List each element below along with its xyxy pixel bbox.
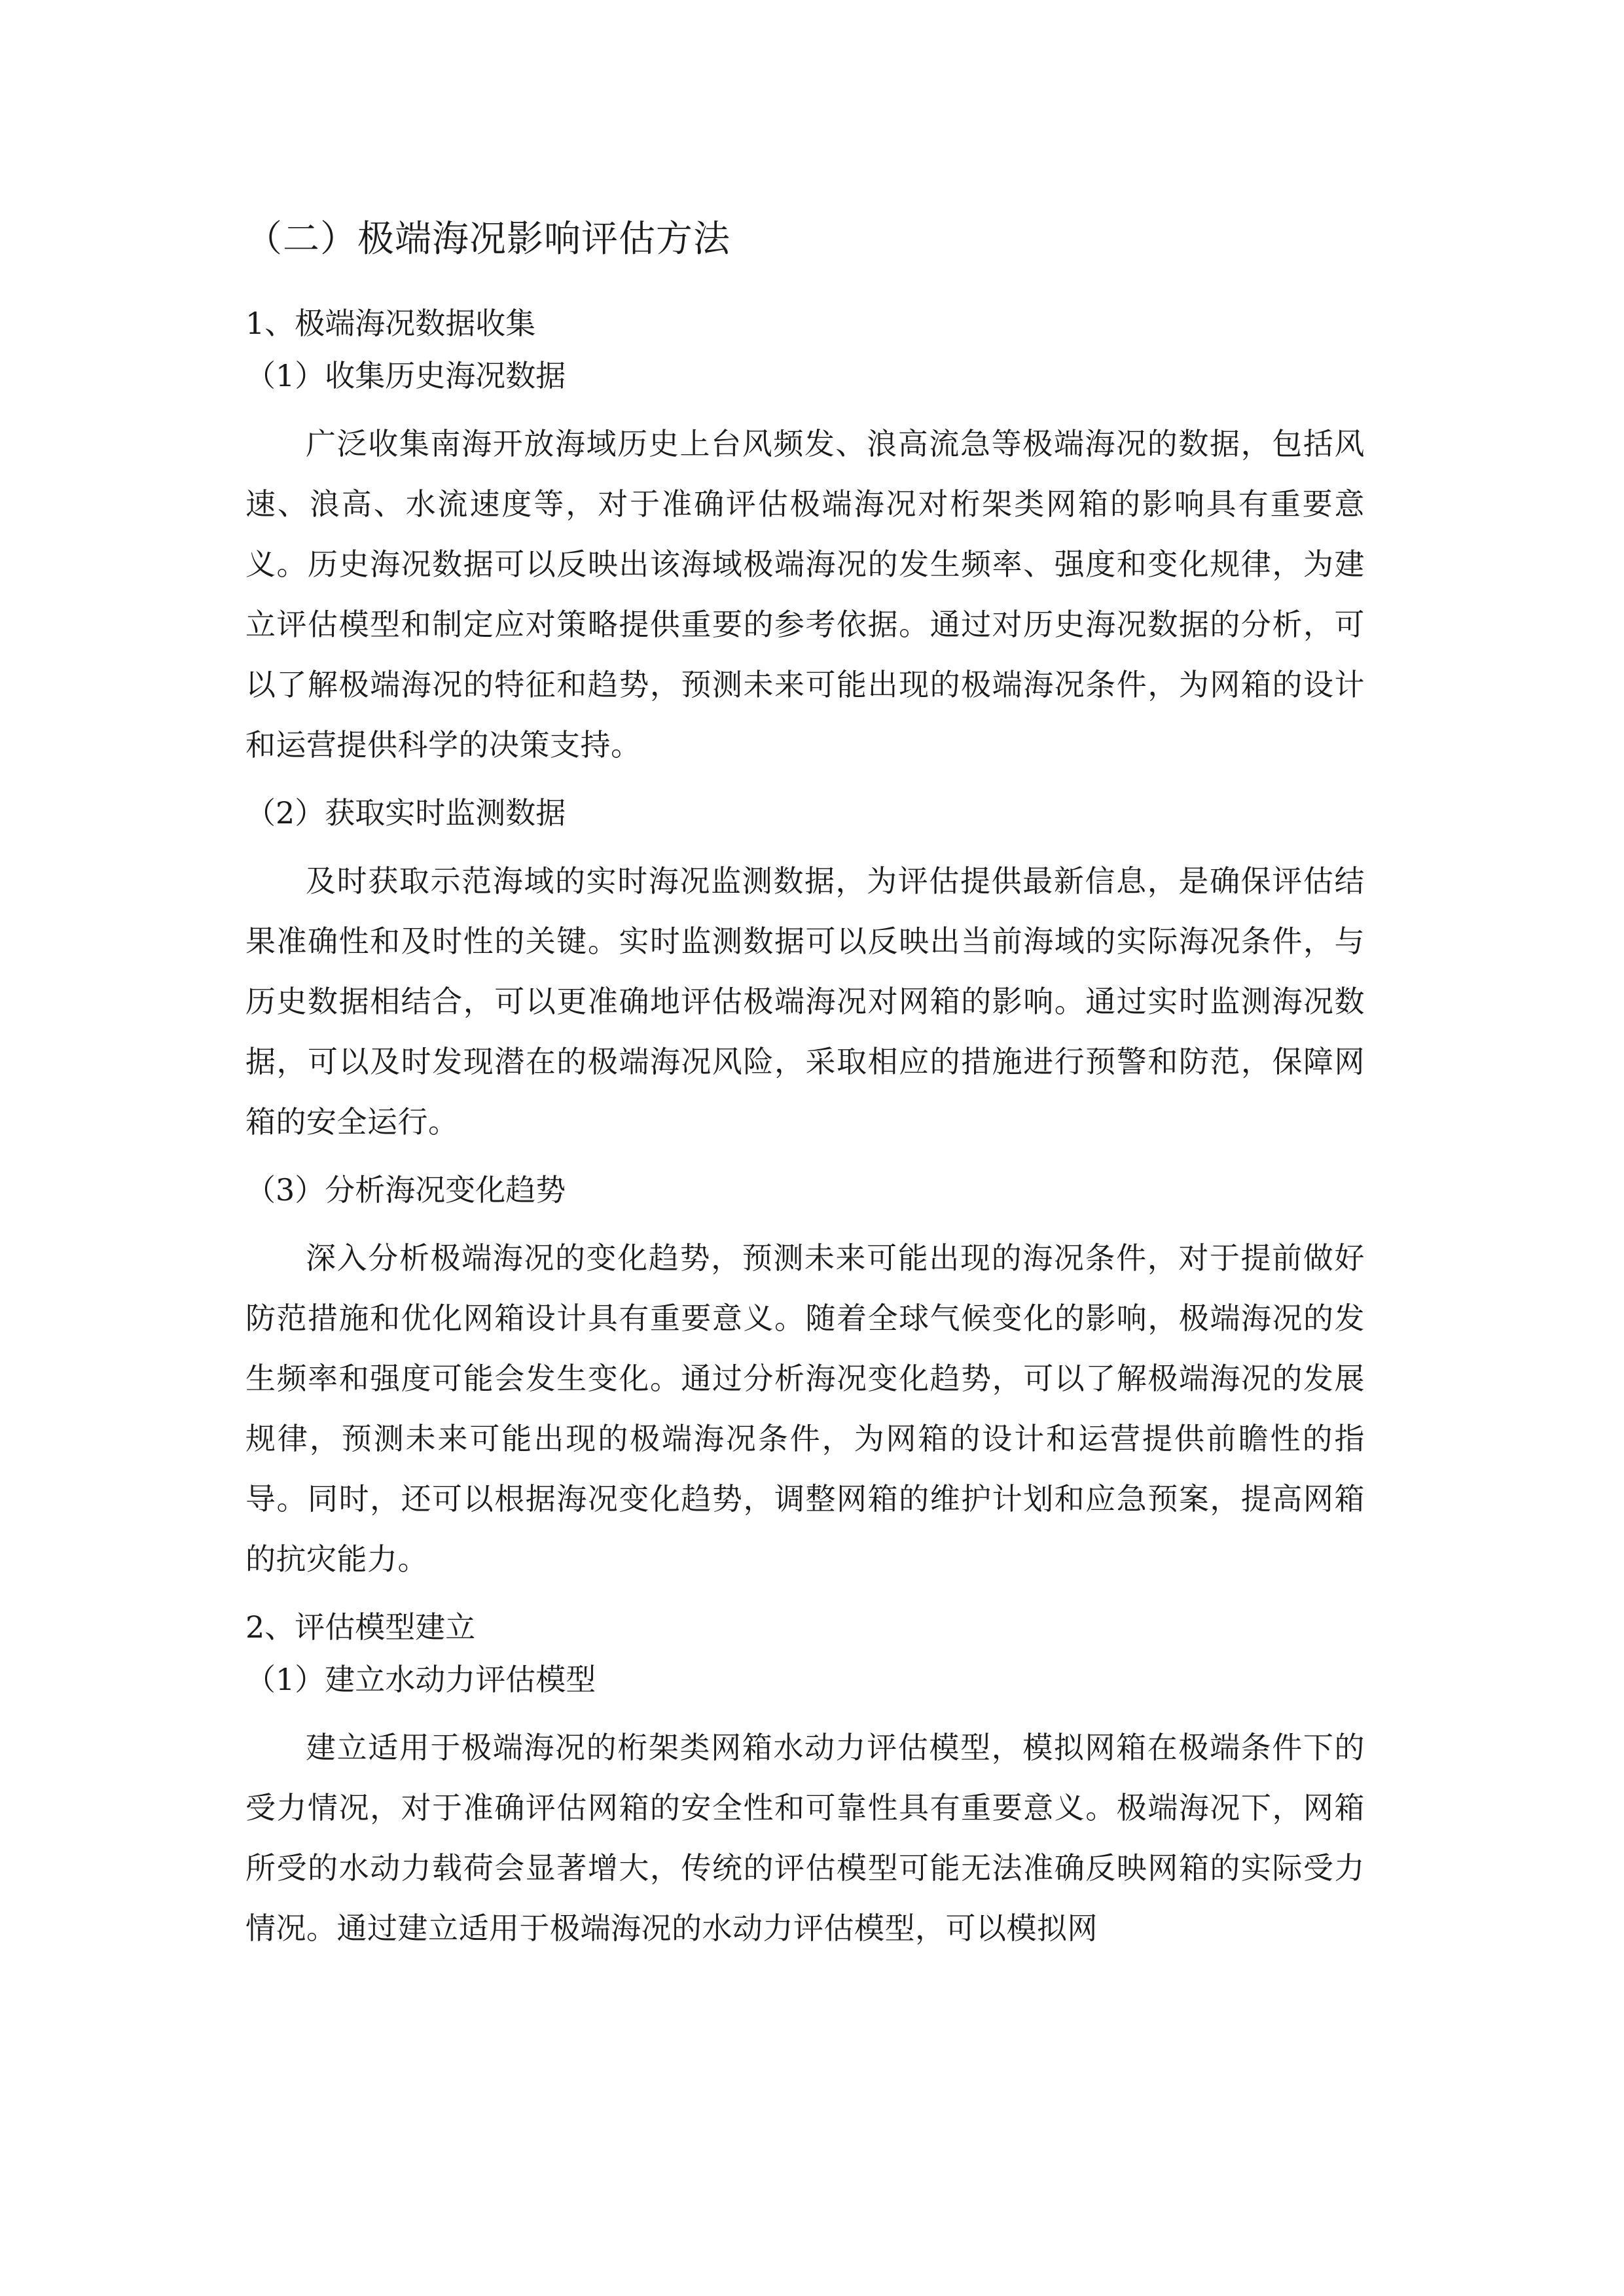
paragraph-trend-analysis: 深入分析极端海况的变化趋势，预测未来可能出现的海况条件，对于提前做好防范措施和优化网箱设计具有重要意义。随着全球气候变化的影响，极端海况的发生频率和强度可能会发生变化。通过分析海况变化趋势，可以了解极端海况的发展规律，预测未来可能出现的极端海况条件，为网箱的设计和运营提供前瞻性的指导。同时，还可以根据海况变化趋势，调整网箱的维护计划和应急预案，提高网箱的抗灾能力。 xyxy=(245,1240,1365,1577)
heading-model-building: 2、评估模型建立 xyxy=(245,1609,476,1645)
part-data-collection xyxy=(245,297,1365,1589)
part-model-building xyxy=(245,1601,1365,1958)
subheading-trend-analysis: （3）分析海况变化趋势 xyxy=(245,1172,566,1208)
subheading-hydrodynamic-model: （1）建立水动力评估模型 xyxy=(245,1662,596,1697)
section-title: （二）极端海况影响评估方法 xyxy=(245,218,731,260)
document-body xyxy=(245,208,1365,1970)
subheading-realtime-data: （2）获取实时监测数据 xyxy=(245,795,566,831)
paragraph-historical-data: 广泛收集南海开放海域历史上台风频发、浪高流急等极端海况的数据，包括风速、浪高、水流速度等，对于准确评估极端海况对桁架类网箱的影响具有重要意义。历史海况数据可以反映出该海域极端海况的发生频率、强度和变化规律，为建立评估模型和制定应对策略提供重要的参考依据。通过对历史海况数据的分析，可以了解极端海况的特征和趋势，预测未来可能出现的极端海况条件，为网箱的设计和运营提供科学的决策支持。 xyxy=(245,426,1365,762)
subheading-historical-data: （1）收集历史海况数据 xyxy=(245,358,566,393)
paragraph-hydrodynamic-model: 建立适用于极端海况的桁架类网箱水动力评估模型，模拟网箱在极端条件下的受力情况，对于准确评估网箱的安全性和可靠性具有重要意义。极端海况下，网箱所受的水动力载荷会显著增大，传统的评估模型可能无法准确反映网箱的实际受力情况。通过建立适用于极端海况的水动力评估模型，可以模拟网 xyxy=(245,1730,1365,1946)
paragraph-realtime-data: 及时获取示范海域的实时海况监测数据，为评估提供最新信息，是确保评估结果准确性和及时性的关键。实时监测数据可以反映出当前海域的实际海况条件，与历史数据相结合，可以更准确地评估极端海况对网箱的影响。通过实时监测海况数据，可以及时发现潜在的极端海况风险，采取相应的措施进行预警和防范，保障网箱的安全运行。 xyxy=(245,863,1365,1139)
heading-data-collection: 1、极端海况数据收集 xyxy=(245,306,536,341)
